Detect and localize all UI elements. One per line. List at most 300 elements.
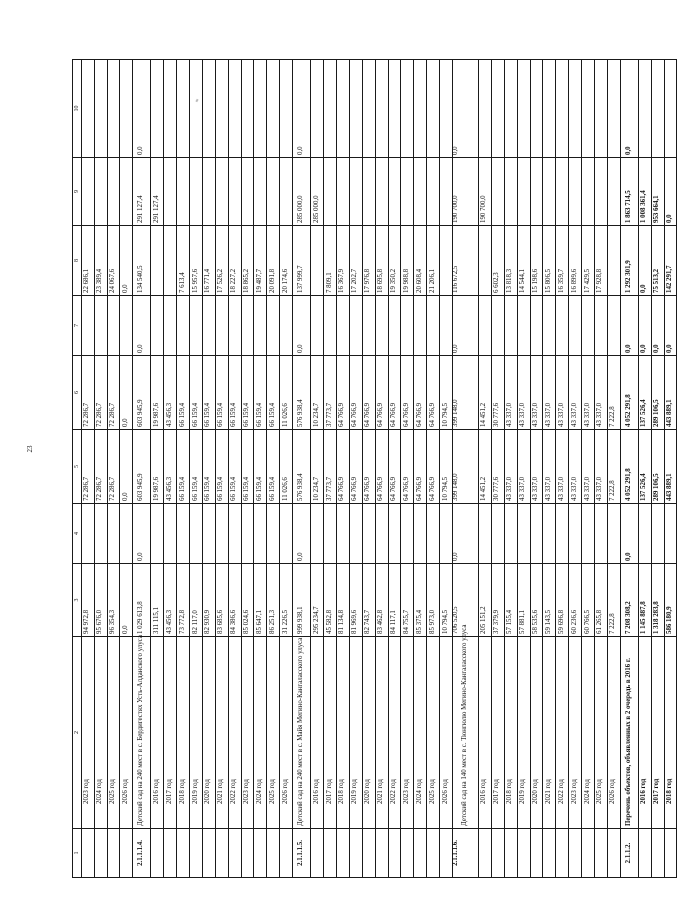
amount-cell: 17 202,7 [349,226,362,296]
amount-cell: 31 226,5 [280,564,293,637]
amount-cell: 43 456,3 [164,356,177,430]
item-code [607,829,620,878]
amount-cell: 82 117,0 [190,564,203,637]
amount-cell: 16 771,4 [202,226,215,296]
amount-cell: 0,0 [664,158,677,226]
amount-cell [202,504,215,564]
amount-cell: 0,0 [620,504,638,564]
year-row [440,60,453,878]
header-cell: 5 [73,430,82,504]
amount-cell: 64 766,9 [388,430,401,504]
amount-cell [478,504,491,564]
amount-cell: 399 148,0 [452,430,478,504]
amount-cell: 603 945,9 [133,356,151,430]
item-name: 2025 год [267,637,280,829]
item-name: 2017 год [324,637,337,829]
amount-cell: 399 148,0 [452,356,478,430]
amount-cell [107,158,120,226]
amount-cell [414,158,427,226]
amount-cell [491,158,504,226]
amount-cell: 19 987,6 [151,430,164,504]
amount-cell: 19 988,8 [401,226,414,296]
year-row [388,60,401,878]
item-code [241,829,254,878]
amount-cell: 14 451,2 [478,356,491,430]
item-name: Детский сад на 140 мест в с. Тюнгюлю Мегино-Кангаласского улуса [452,637,478,829]
amount-cell: 10 794,5 [440,430,453,504]
amount-cell [336,60,349,158]
amount-cell: 43 337,0 [582,430,595,504]
item-code [491,829,504,878]
section-row [620,60,638,878]
amount-cell: 4 052 291,8 [620,430,638,504]
amount-cell: 137 999,7 [293,226,311,296]
amount-cell: 66 159,4 [267,356,280,430]
item-code [375,829,388,878]
year-row [190,60,203,878]
amount-cell: 43 337,0 [556,430,569,504]
amount-cell: 0,0 [120,430,133,504]
item-code: 2.1.1.2. [620,829,638,878]
amount-cell: 84 117,1 [388,564,401,637]
item-name: 2018 год [504,637,517,829]
amount-cell [336,296,349,356]
amount-cell: 0,0 [620,296,638,356]
amount-cell [228,60,241,158]
year-row [164,60,177,878]
year-row [427,60,440,878]
amount-cell: 43 337,0 [517,430,530,504]
amount-cell: 291 127,4 [133,158,151,226]
amount-cell: 0,0 [120,356,133,430]
rotated-page [72,60,674,878]
item-name: 2016 год [638,637,651,829]
item-name: 2023 год [241,637,254,829]
year-row [336,60,349,878]
item-code [164,829,177,878]
amount-cell [202,60,215,158]
amount-cell: 19 487,7 [254,226,267,296]
amount-cell [427,504,440,564]
item-name: 2017 год [491,637,504,829]
amount-cell: 24 067,6 [107,226,120,296]
item-name: Детский сад на 240 мест в с. Майя Мегино-Кангаласского улуса [293,637,311,829]
item-name: 2019 год [190,637,203,829]
item-name: 2022 год [228,637,241,829]
item-code [120,829,133,878]
item-code [569,829,582,878]
amount-cell: 999 938,1 [293,564,311,637]
amount-cell: 134 540,5 [133,226,151,296]
amount-cell [362,158,375,226]
amount-cell [228,296,241,356]
year-row [582,60,595,878]
amount-cell: 66 159,4 [202,430,215,504]
amount-cell: 190 700,0 [478,158,491,226]
year-row [107,60,120,878]
item-code [311,829,324,878]
item-name: 2026 год [280,637,293,829]
amount-cell: 4 052 291,8 [620,356,638,430]
amount-cell [388,158,401,226]
amount-cell [427,60,440,158]
amount-cell [517,60,530,158]
amount-cell: 0,0 [293,296,311,356]
amount-cell [401,296,414,356]
amount-cell [177,60,190,158]
amount-cell: 30 777,6 [491,430,504,504]
amount-cell [280,504,293,564]
item-name: 2023 год [81,637,94,829]
amount-cell: 85 973,0 [427,564,440,637]
item-name: 2016 год [311,637,324,829]
item-name: 2022 год [388,637,401,829]
header-cell: 9 [73,158,82,226]
amount-cell: 7 222,8 [607,356,620,430]
amount-cell: 17 928,8 [594,226,607,296]
amount-cell [651,504,664,564]
amount-cell: 10 794,5 [440,356,453,430]
amount-cell [177,158,190,226]
amount-cell [594,60,607,158]
item-code [94,829,107,878]
amount-cell: 72 286,7 [81,356,94,430]
amount-cell: 11 026,6 [280,430,293,504]
year-row [311,60,324,878]
amount-cell: 84 386,6 [228,564,241,637]
header-cell: 3 [73,564,82,637]
amount-cell: 82 930,9 [202,564,215,637]
amount-cell [164,60,177,158]
item-code [336,829,349,878]
amount-cell: 64 766,9 [349,356,362,430]
amount-cell: 603 945,9 [133,430,151,504]
amount-cell [556,60,569,158]
amount-cell: 66 159,4 [190,356,203,430]
amount-cell: 0,0 [452,504,478,564]
amount-cell: 576 938,4 [293,356,311,430]
amount-cell [440,226,453,296]
amount-cell [582,60,595,158]
amount-cell: 0,0 [638,296,651,356]
amount-cell: 64 766,9 [401,356,414,430]
amount-cell [311,226,324,296]
item-code [638,829,651,878]
amount-cell: 66 159,4 [254,430,267,504]
year-row [414,60,427,878]
item-name: 2024 год [582,637,595,829]
amount-cell [177,504,190,564]
amount-cell [215,296,228,356]
amount-cell [375,296,388,356]
year-row [362,60,375,878]
amount-cell [582,504,595,564]
amount-cell [594,158,607,226]
item-name: 2019 год [349,637,362,829]
amount-cell [375,60,388,158]
amount-cell: 43 337,0 [569,356,582,430]
amount-cell [254,504,267,564]
amount-cell [569,60,582,158]
amount-cell [280,158,293,226]
item-name: 2026 год [607,637,620,829]
item-name: 2021 год [215,637,228,829]
amount-cell [94,504,107,564]
amount-cell [517,504,530,564]
amount-cell: 64 766,9 [427,356,440,430]
amount-cell [324,60,337,158]
amount-cell [164,504,177,564]
amount-cell [241,504,254,564]
item-name: 2025 год [427,637,440,829]
year-row [607,60,620,878]
amount-cell: 57 881,1 [517,564,530,637]
amount-cell: 37 379,9 [491,564,504,637]
amount-cell: 0,0 [120,226,133,296]
item-code [651,829,664,878]
amount-cell [517,158,530,226]
amount-cell: 43 337,0 [504,356,517,430]
amount-cell [491,504,504,564]
amount-cell: 16 899,6 [569,226,582,296]
amount-cell: 64 766,9 [427,430,440,504]
amount-cell: 17 526,2 [215,226,228,296]
amount-cell: 59 696,8 [556,564,569,637]
amount-cell: 66 159,4 [241,356,254,430]
item-code [504,829,517,878]
amount-cell [414,504,427,564]
amount-cell: 43 337,0 [530,356,543,430]
item-code [556,829,569,878]
amount-cell: 10 234,7 [311,356,324,430]
item-code [81,829,94,878]
amount-cell: 61 265,8 [594,564,607,637]
item-code [517,829,530,878]
item-code [202,829,215,878]
item-name: 2018 год [336,637,349,829]
amount-cell [241,60,254,158]
amount-cell [569,296,582,356]
amount-cell: 0,0 [664,296,677,356]
amount-cell: 190 700,0 [452,158,478,226]
item-name: 2024 год [254,637,267,829]
amount-cell: 81 134,8 [336,564,349,637]
amount-cell: 953 664,1 [651,158,664,226]
amount-cell [228,158,241,226]
amount-cell [517,296,530,356]
amount-cell: 137 526,4 [638,356,651,430]
amount-cell [349,60,362,158]
item-name: 2016 год [478,637,491,829]
amount-cell [81,158,94,226]
amount-cell: 85 647,1 [254,564,267,637]
section-row [293,60,311,878]
amount-cell: 6 602,3 [491,226,504,296]
amount-cell: 57 155,4 [504,564,517,637]
amount-cell [607,504,620,564]
year-row [556,60,569,878]
amount-cell: 19 350,2 [388,226,401,296]
amount-cell: 72 286,7 [107,430,120,504]
amount-cell: 66 159,4 [267,430,280,504]
amount-cell: 142 291,7 [664,226,677,296]
item-code [151,829,164,878]
year-row [324,60,337,878]
amount-cell: 7 208 308,2 [620,564,638,637]
amount-cell [427,296,440,356]
amount-cell: 37 773,7 [324,430,337,504]
year-row [228,60,241,878]
amount-cell [440,60,453,158]
amount-cell: 64 766,9 [401,430,414,504]
amount-cell [349,158,362,226]
amount-cell [151,504,164,564]
amount-cell: 84 755,7 [401,564,414,637]
amount-cell: 64 766,9 [375,430,388,504]
amount-cell [414,60,427,158]
year-row [375,60,388,878]
amount-cell [607,226,620,296]
amount-cell [504,158,517,226]
amount-cell [311,504,324,564]
amount-cell [280,296,293,356]
amount-cell [543,60,556,158]
amount-cell [440,504,453,564]
amount-cell: 1 318 283,8 [651,564,664,637]
section-row [133,60,151,878]
amount-cell: 64 766,9 [336,430,349,504]
amount-cell: 443 889,1 [664,356,677,430]
amount-cell: 7 809,1 [324,226,337,296]
amount-cell [164,296,177,356]
amount-cell: 15 806,5 [543,226,556,296]
amount-cell: 60 766,5 [582,564,595,637]
amount-cell: 205 151,2 [478,564,491,637]
amount-cell: 17 429,5 [582,226,595,296]
amount-cell [530,504,543,564]
header-row [73,60,82,878]
amount-cell [504,60,517,158]
item-name: 2023 год [569,637,582,829]
year-row [594,60,607,878]
amount-cell [120,158,133,226]
amount-cell: 1 029 613,8 [133,564,151,637]
amount-cell [190,60,203,158]
amount-cell [107,504,120,564]
item-code [362,829,375,878]
item-name: 2021 год [375,637,388,829]
amount-cell: 23 389,4 [94,226,107,296]
amount-cell: 16 367,9 [336,226,349,296]
item-name: 2025 год [107,637,120,829]
amount-cell [388,296,401,356]
amount-cell: 443 889,1 [664,430,677,504]
amount-cell: 72 286,7 [107,356,120,430]
amount-cell [427,158,440,226]
amount-cell: 16 359,7 [556,226,569,296]
amount-cell [401,504,414,564]
amount-cell [440,158,453,226]
amount-cell [543,296,556,356]
amount-cell [324,158,337,226]
item-code [324,829,337,878]
amount-cell [478,60,491,158]
amount-cell [401,158,414,226]
item-name: 2020 год [530,637,543,829]
amount-cell [556,296,569,356]
amount-cell: 0,0 [120,564,133,637]
amount-cell [267,504,280,564]
amount-cell [215,504,228,564]
amount-cell [190,504,203,564]
amount-cell: 43 337,0 [504,430,517,504]
amount-cell: 285 000,0 [293,158,311,226]
amount-cell: 43 337,0 [582,356,595,430]
year-row [177,60,190,878]
amount-cell: 11 026,6 [280,356,293,430]
amount-cell [664,60,677,158]
amount-cell: 289 106,5 [651,356,664,430]
amount-cell: 0,0 [133,296,151,356]
amount-cell [324,504,337,564]
item-code [190,829,203,878]
header-cell: 7 [73,296,82,356]
amount-cell [582,158,595,226]
amount-cell: 66 159,4 [190,430,203,504]
amount-cell: 19 987,6 [151,356,164,430]
item-code [414,829,427,878]
amount-cell [530,60,543,158]
amount-cell: 37 773,7 [324,356,337,430]
item-name: 2017 год [651,637,664,829]
amount-cell [164,226,177,296]
amount-cell [336,158,349,226]
amount-cell [254,158,267,226]
amount-cell: 64 766,9 [388,356,401,430]
item-name: 2016 год [151,637,164,829]
amount-cell: 0,0 [452,60,478,158]
year-row [504,60,517,878]
amount-cell: 14 451,2 [478,430,491,504]
amount-cell: 1 292 301,9 [620,226,638,296]
item-name: Перечень объектов, объявленных в 2 очередь в 2016 г. [620,637,638,829]
header-cell: 2 [73,637,82,829]
amount-cell [151,226,164,296]
amount-cell [151,296,164,356]
amount-cell [651,60,664,158]
year-row [651,60,664,878]
amount-cell [254,296,267,356]
year-row [401,60,414,878]
header-cell: 4 [73,504,82,564]
amount-cell: 43 337,0 [594,430,607,504]
amount-cell: 64 766,9 [414,356,427,430]
year-row [664,60,677,878]
item-name: 2023 год [401,637,414,829]
item-code [254,829,267,878]
amount-cell [164,158,177,226]
amount-cell [120,60,133,158]
amount-cell: 73 772,8 [177,564,190,637]
amount-cell: 85 375,4 [414,564,427,637]
item-name: 2019 год [517,637,530,829]
header-cell: 8 [73,226,82,296]
amount-cell [504,504,517,564]
amount-cell [81,60,94,158]
amount-cell [638,60,651,158]
amount-cell: 13 818,3 [504,226,517,296]
year-row [254,60,267,878]
